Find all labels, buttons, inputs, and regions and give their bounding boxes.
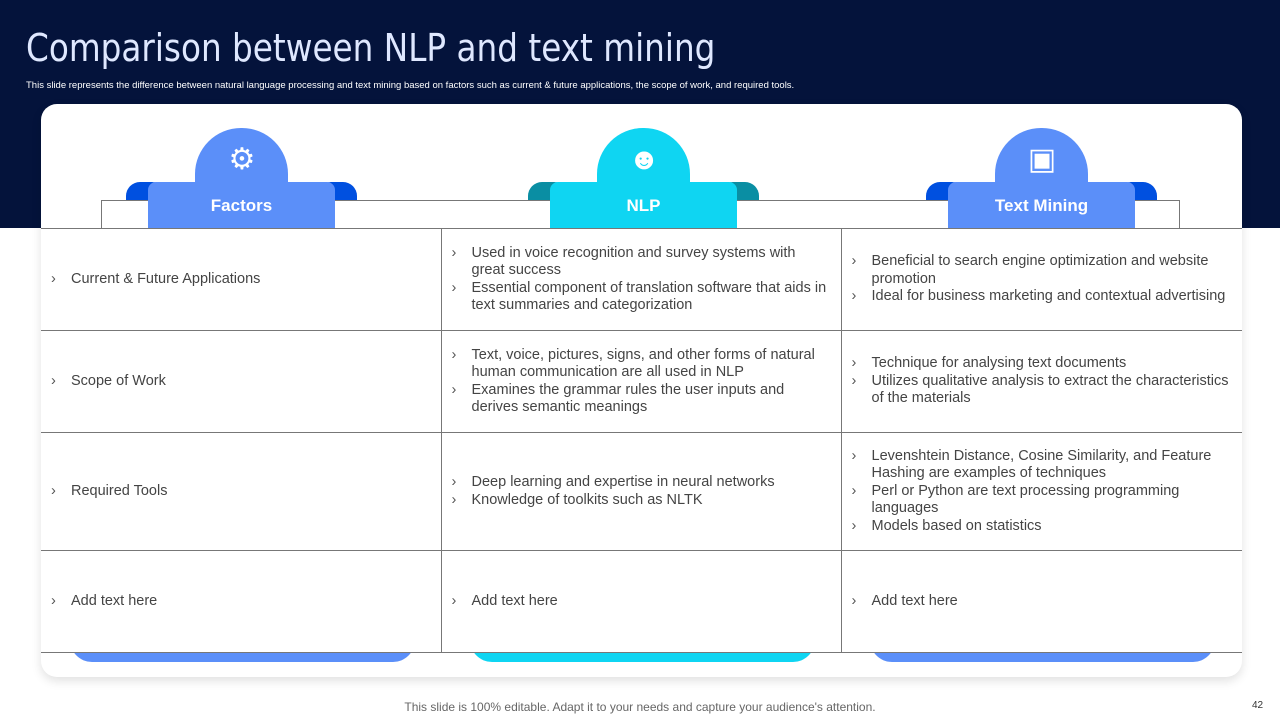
chevron-icon: › bbox=[851, 517, 857, 534]
bullet-item: › Add text here bbox=[851, 592, 958, 609]
factor-cell bbox=[41, 433, 441, 551]
footer-note: This slide is 100% editable. Adapt it to your needs and capture your audience's attention. bbox=[404, 700, 876, 714]
table-row bbox=[41, 551, 1242, 653]
bullet-item: › Beneficial to search engine optimization and website promotion bbox=[851, 253, 1209, 287]
bullet-item: › Add text here bbox=[51, 592, 158, 609]
nlp-cell bbox=[441, 331, 841, 433]
text-mining-cell bbox=[841, 331, 1242, 433]
chevron-icon: › bbox=[451, 491, 457, 508]
bullet-item: › Text, voice, pictures, signs, and other forms of natural human communication are all used in NLP bbox=[451, 346, 815, 380]
page-title: Comparison between NLP and text mining bbox=[26, 26, 716, 70]
chevron-icon: › bbox=[451, 244, 457, 261]
chevron-icon: › bbox=[51, 482, 56, 499]
bullet-item: › Used in voice recognition and survey systems with great success bbox=[451, 244, 796, 278]
chevron-icon: › bbox=[451, 592, 457, 609]
column-label: Text Mining bbox=[948, 182, 1135, 228]
key-gears-icon: ⚙ bbox=[228, 143, 256, 176]
table-row bbox=[41, 433, 1242, 551]
factor-cell bbox=[41, 551, 441, 653]
chevron-icon: › bbox=[851, 355, 857, 372]
bullet-item: › Add text here bbox=[451, 592, 558, 609]
chevron-icon: › bbox=[451, 381, 457, 398]
factor-cell bbox=[41, 331, 441, 433]
chevron-icon: › bbox=[851, 447, 857, 464]
chevron-icon: › bbox=[451, 346, 457, 363]
chevron-icon: › bbox=[51, 372, 56, 389]
text-mining-cell bbox=[841, 433, 1242, 551]
comparison-table bbox=[41, 228, 1242, 653]
bullet-item: › Current & Future Applications bbox=[51, 270, 261, 287]
nlp-cell bbox=[441, 229, 841, 331]
nlp-cell bbox=[441, 433, 841, 551]
bullet-item: › Required Tools bbox=[51, 482, 168, 499]
column-label: NLP bbox=[550, 182, 737, 228]
chevron-icon: › bbox=[51, 592, 56, 609]
bullet-item: › Levenshtein Distance, Cosine Similarity, and Feature Hashing are examples of techniques bbox=[851, 447, 1212, 482]
bullet-item: › Ideal for business marketing and contextual advertising bbox=[851, 288, 1226, 305]
bullet-item: › Deep learning and expertise in neural networks bbox=[451, 474, 775, 490]
bullet-item: › Examines the grammar rules the user inputs and derives semantic meanings bbox=[451, 381, 785, 415]
nlp-cell bbox=[441, 551, 841, 653]
bullet-item: › Essential component of translation software that aids in text summaries and categorization bbox=[451, 279, 827, 313]
column-header-1 bbox=[528, 128, 759, 228]
page-number: 42 bbox=[1252, 700, 1264, 711]
chevron-icon: › bbox=[851, 253, 857, 270]
chevron-icon: › bbox=[851, 592, 857, 609]
chevron-icon: › bbox=[51, 270, 56, 287]
table-row bbox=[41, 331, 1242, 433]
factor-cell bbox=[41, 229, 441, 331]
bullet-item: › Perl or Python are text processing programming languages bbox=[851, 482, 1180, 517]
text-mining-cell bbox=[841, 229, 1242, 331]
bullet-item: › Utilizes qualitative analysis to extract the characteristics of the materials bbox=[851, 372, 1229, 407]
bullet-item: › Models based on statistics bbox=[851, 517, 1042, 534]
page-subtitle: This slide represents the difference between natural language processing and text mining based on factors such as current & future applications, the scope of work, and required tools. bbox=[26, 80, 795, 91]
chevron-icon: › bbox=[851, 372, 857, 389]
column-header-0 bbox=[126, 128, 357, 228]
chevron-icon: › bbox=[851, 288, 857, 305]
chevron-icon: › bbox=[451, 474, 457, 490]
chevron-icon: › bbox=[851, 482, 857, 499]
chart-document-icon: ▣ bbox=[1027, 143, 1057, 176]
bullet-item: › Knowledge of toolkits such as NLTK bbox=[451, 491, 703, 508]
chevron-icon: › bbox=[451, 279, 457, 296]
bullet-item: › Technique for analysing text documents bbox=[851, 355, 1127, 372]
table-row bbox=[41, 229, 1242, 331]
column-label: Factors bbox=[148, 182, 335, 228]
text-mining-cell bbox=[841, 551, 1242, 653]
head-gear-icon: ☻ bbox=[628, 143, 660, 176]
column-header-2 bbox=[926, 128, 1157, 228]
bullet-item: › Scope of Work bbox=[51, 372, 166, 389]
